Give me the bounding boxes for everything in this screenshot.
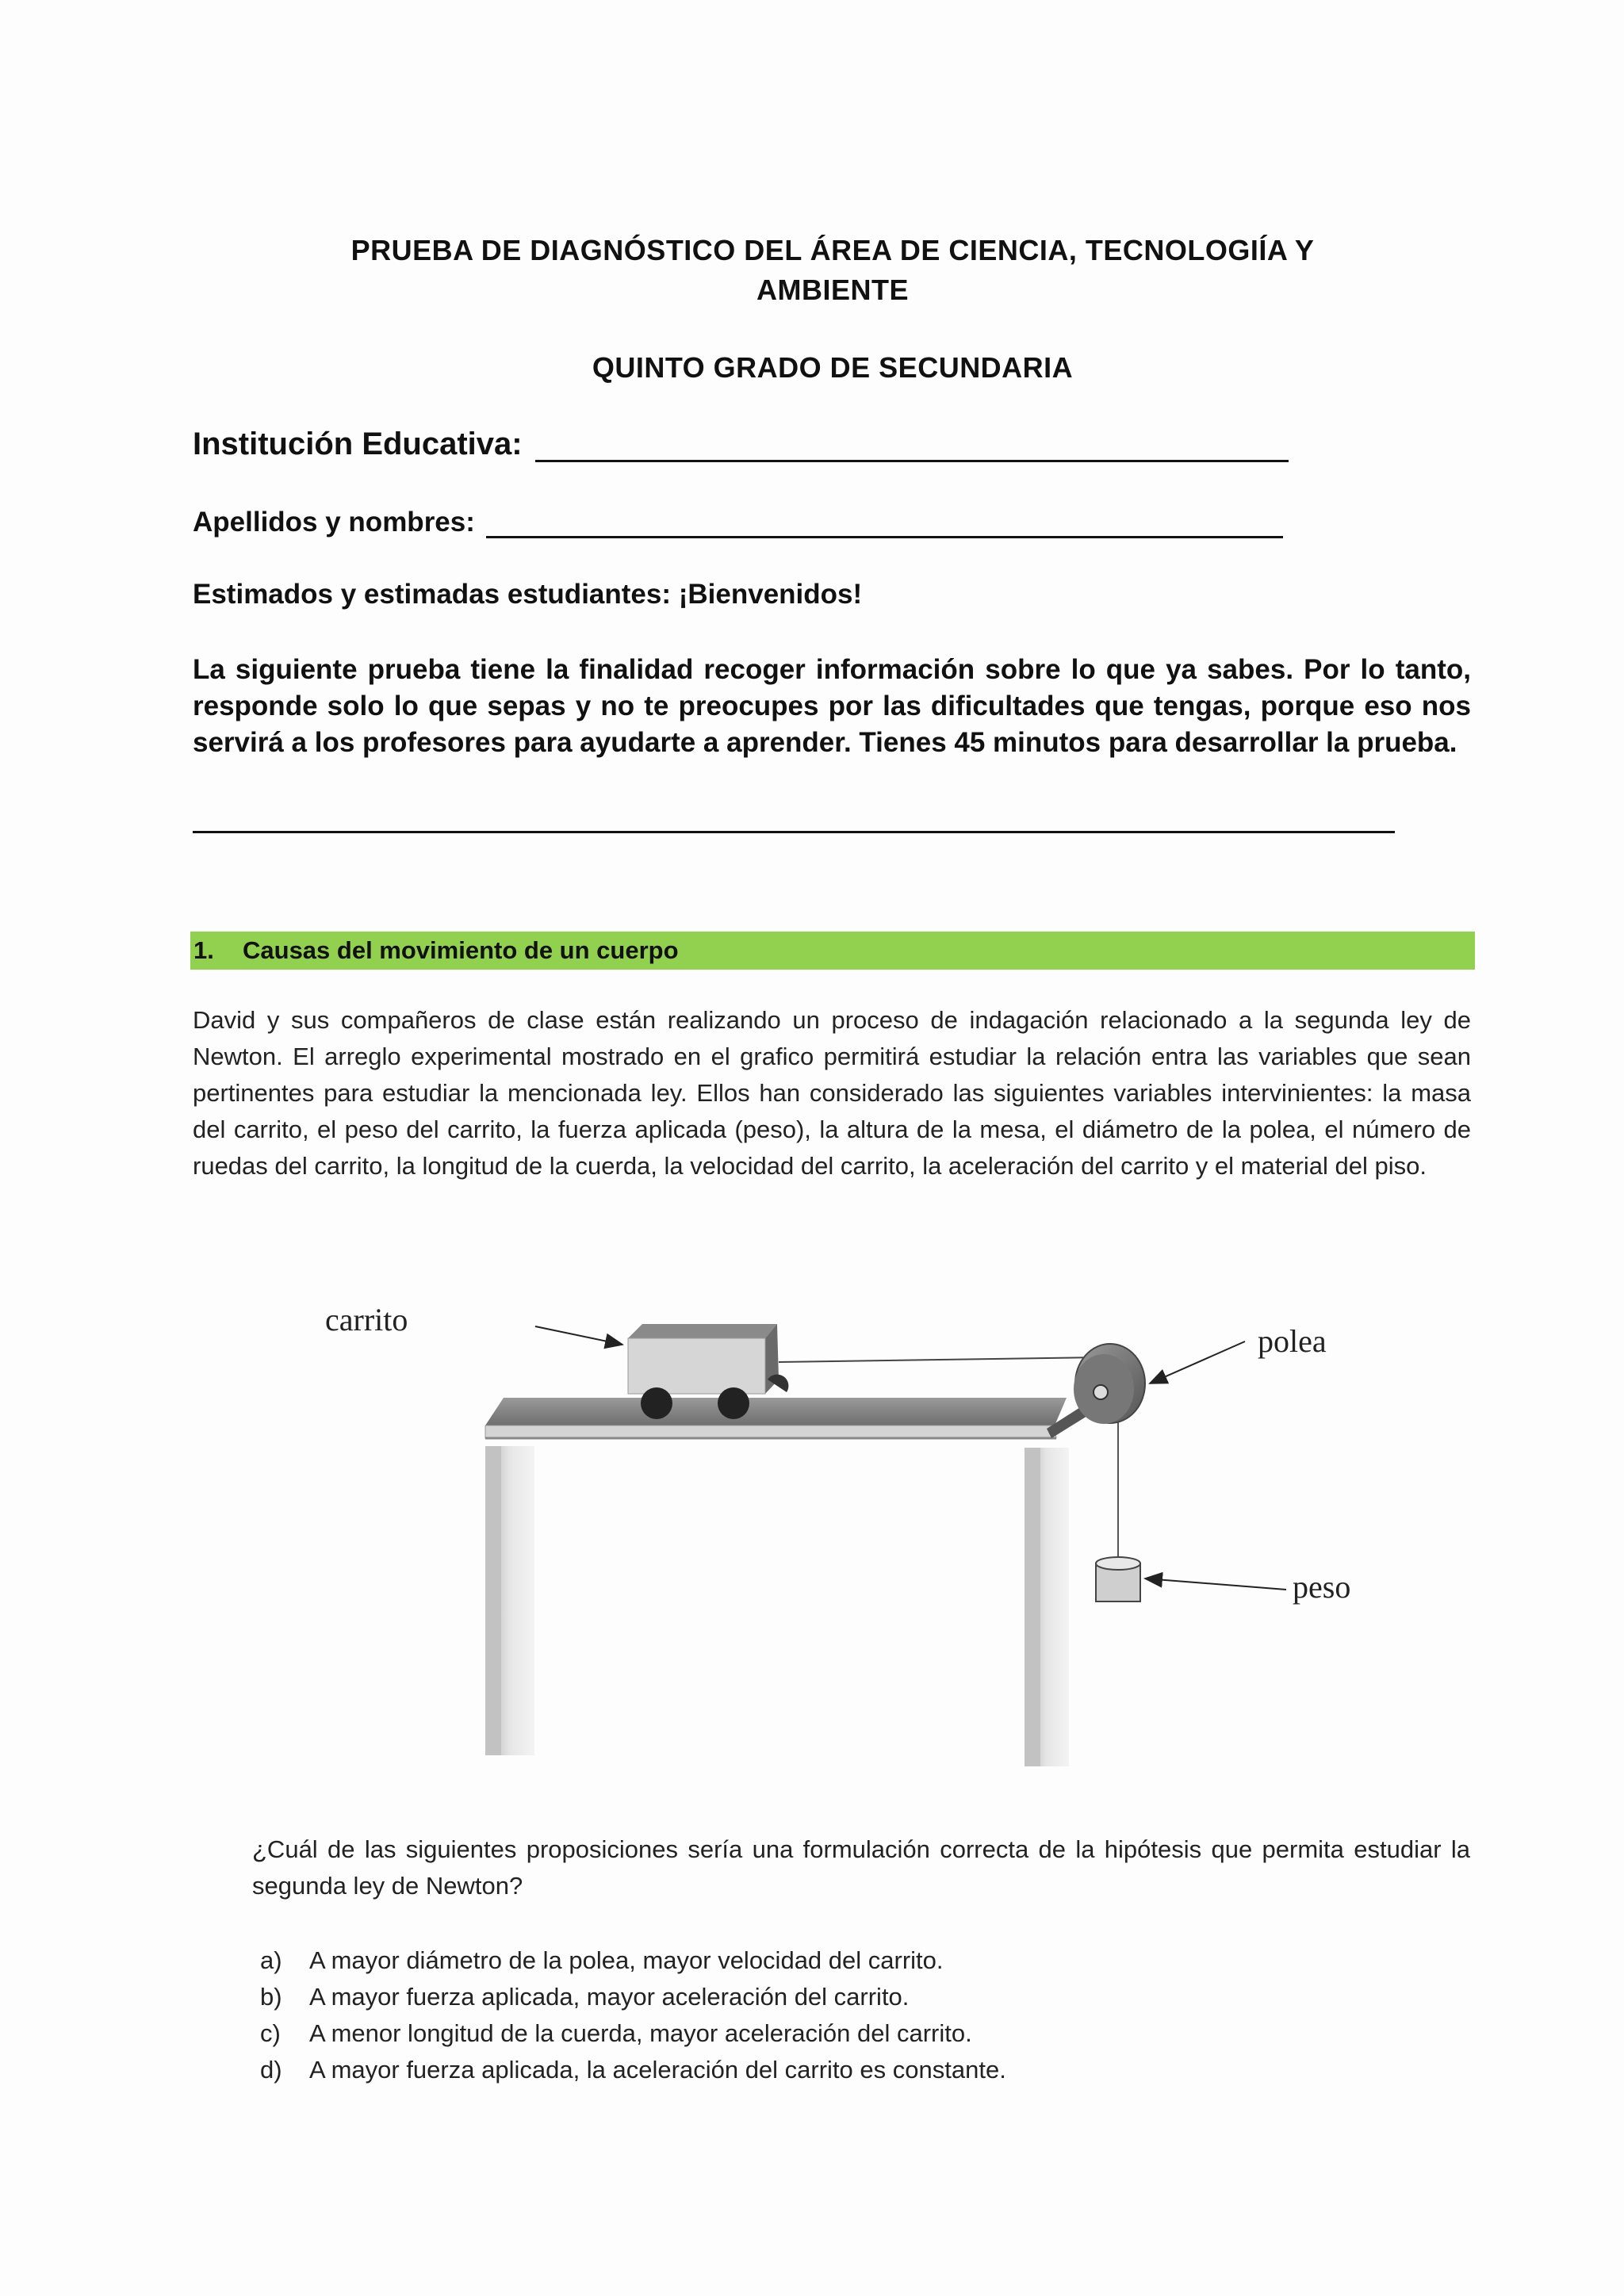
- section-number: 1.: [193, 936, 214, 964]
- table-right-leg: [1025, 1448, 1069, 1766]
- label-cart: carrito: [325, 1302, 408, 1337]
- arrow-weight: [1145, 1578, 1286, 1590]
- cart-wheel: [641, 1387, 672, 1419]
- institution-field: [193, 425, 1289, 462]
- option-text: A mayor diámetro de la polea, mayor velocidad del carrito.: [309, 1946, 944, 1974]
- option-text: A mayor fuerza aplicada, mayor aceleración del carrito.: [309, 1983, 910, 2011]
- option-text: A menor longitud de la cuerda, mayor aceleración del carrito.: [309, 2019, 972, 2047]
- section-header: [190, 932, 1475, 970]
- body-paragraph: David y sus compañeros de clase están realizando un proceso de indagación relacionado a la segunda ley de Newton. El arreglo experimental mostrado en el grafico permitirá estudiar la relación entra las variables que sean pertinentes para estudiar la mencionada ley. Ellos han considerado las siguientes variables intervinientes: la masa del carrito, el peso del carrito, la fuerza aplicada (peso), la altura de la mesa, el diámetro de la polea, el número de ruedas del carrito, la longitud de la cuerda, la velocidad del carrito, la aceleración del carrito y el material del piso.: [193, 1006, 1471, 1180]
- name-blank-line[interactable]: [486, 503, 1283, 538]
- intro-paragraph: La siguiente prueba tiene la finalidad recoger información sobre lo que ya sabes. Por lo tanto, responde solo lo que sepas y no te preocupes por las dificultades que tengas, porque eso nos servirá a los profesores para ayudarte a aprender. Tienes 45 minutos para desarrollar la prueba.: [193, 654, 1471, 758]
- option-b[interactable]: [252, 1979, 1473, 2015]
- institution-blank-line[interactable]: [535, 425, 1289, 462]
- option-text: A mayor fuerza aplicada, la aceleración del carrito es constante.: [309, 2056, 1006, 2084]
- document-subtitle: QUINTO GRADO DE SECUNDARIA: [592, 351, 1074, 384]
- label-weight: peso: [1293, 1569, 1351, 1605]
- option-d[interactable]: [252, 2052, 1473, 2088]
- option-letter: a): [260, 1946, 282, 1974]
- label-pulley: polea: [1258, 1323, 1327, 1359]
- table-left-leg: [485, 1446, 534, 1755]
- table-top: [485, 1398, 1067, 1438]
- document-title-line-2: AMBIENTE: [756, 274, 909, 306]
- answer-options: [252, 1942, 1473, 2088]
- name-label: Apellidos y nombres:: [193, 507, 475, 538]
- name-field: [193, 503, 1283, 538]
- institution-label: Institución Educativa:: [193, 427, 523, 461]
- greeting: Estimados y estimadas estudiantes: ¡Bienvenidos!: [193, 579, 863, 610]
- arrow-pulley: [1150, 1341, 1245, 1383]
- weight: [1096, 1557, 1140, 1601]
- cart-wheel: [718, 1387, 749, 1419]
- option-letter: b): [260, 1983, 282, 2011]
- divider-line: [193, 831, 1395, 833]
- question-text: ¿Cuál de las siguientes proposiciones sería una formulación correcta de la hipótesis que permita estudiar la segunda ley de Newton?: [252, 1835, 1470, 1900]
- section-title: Causas del movimiento de un cuerpo: [243, 936, 679, 964]
- arrow-cart: [535, 1326, 622, 1345]
- document-title-line-1: PRUEBA DE DIAGNÓSTICO DEL ÁREA DE CIENCIA, TECNOLOGIÍA Y: [350, 234, 1315, 266]
- option-letter: c): [260, 2019, 281, 2047]
- option-c[interactable]: [252, 2015, 1473, 2052]
- option-a[interactable]: [252, 1942, 1473, 1979]
- experiment-figure: [317, 1292, 1380, 1784]
- option-letter: d): [260, 2056, 282, 2084]
